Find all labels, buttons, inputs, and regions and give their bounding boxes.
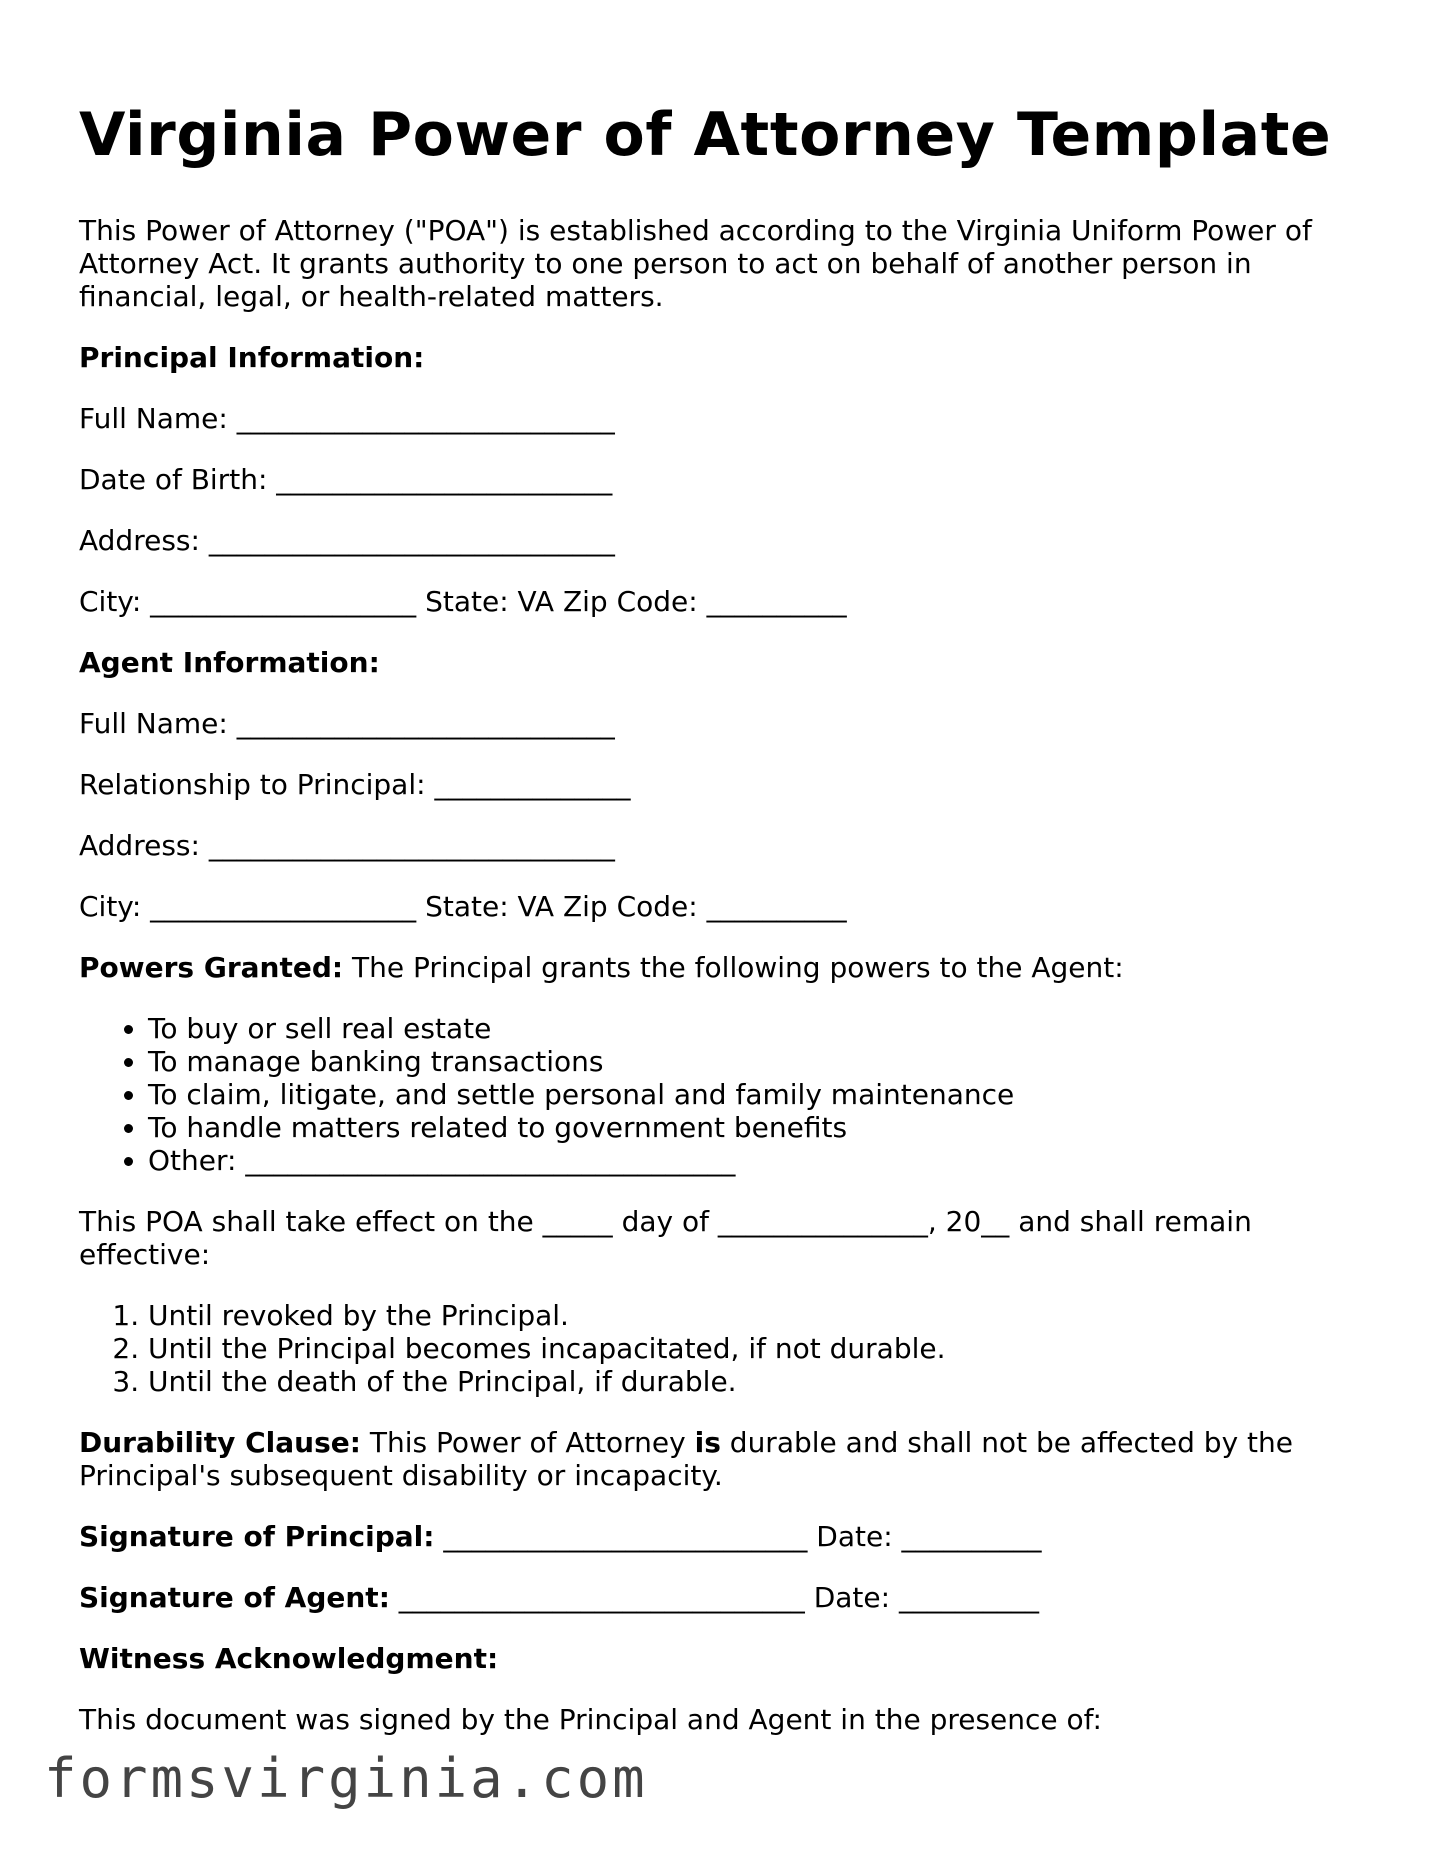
list-item: • To claim, litigate, and settle personal and family maintenance [148, 1078, 1369, 1111]
agent-signature-line [79, 1581, 1369, 1614]
powers-text: The Principal grants the following powers to the Agent: [343, 951, 1124, 984]
list-item: 1. Until revoked by the Principal. [148, 1299, 1369, 1332]
principal-city-field: City: ___________________ State: VA Zip Code: __________ [79, 585, 847, 618]
agent-city-field: City: ___________________ State: VA Zip Code: __________ [79, 890, 847, 923]
principal-dob-field: Date of Birth: ________________________ [79, 463, 613, 496]
agent-full-name-field: Full Name: ___________________________ [79, 707, 615, 740]
list-item: • To handle matters related to government benefits [148, 1111, 1369, 1144]
durability-text-1: This Power of Attorney [360, 1426, 695, 1459]
agent-signature-blank: _____________________________ Date: __________ [389, 1581, 1039, 1614]
principal-signature-blank: __________________________ Date: __________ [434, 1520, 1042, 1553]
list-item: • To buy or sell real estate [148, 1012, 1369, 1045]
durability-emphasis: is [694, 1426, 721, 1459]
powers-paragraph [79, 951, 1369, 984]
list-item: • To manage banking transactions [148, 1045, 1369, 1078]
effect-paragraph: This POA shall take effect on the _____ day of _______________, 20__ and shall remain effective: [79, 1205, 1252, 1271]
document-title: Virginia Power of Attorney Template [79, 100, 1332, 170]
site-watermark: formsvirginia.com [44, 1747, 648, 1810]
principal-heading: Principal Information: [79, 341, 425, 374]
agent-relationship-field: Relationship to Principal: ______________ [79, 768, 631, 801]
principal-signature-line [79, 1520, 1369, 1553]
witness-heading: Witness Acknowledgment: [79, 1642, 499, 1675]
powers-heading: Powers Granted: [79, 951, 344, 984]
principal-signature-label: Signature of Principal: [79, 1520, 435, 1553]
effect-list [79, 1299, 1369, 1398]
agent-heading: Agent Information: [79, 646, 380, 679]
intro-paragraph: This Power of Attorney ("POA") is established according to the Virginia Uniform Power of Attorney Act. It grants authority to one person to act on behalf of another person in financial, legal, or health-related matters. [79, 214, 1312, 313]
durability-text-2: durable and shall not be affected by the Principal's subsequent disability or incapacity. [79, 1426, 1293, 1492]
durability-paragraph [79, 1426, 1369, 1492]
document-page [79, 100, 1369, 1764]
agent-address-field: Address: _____________________________ [79, 829, 615, 862]
powers-list [79, 1012, 1369, 1177]
durability-heading: Durability Clause: [79, 1426, 361, 1459]
principal-address-field: Address: _____________________________ [79, 524, 615, 557]
list-item: • Other: ___________________________________ [148, 1144, 1369, 1177]
witness-paragraph: This document was signed by the Principal and Agent in the presence of: [79, 1703, 1102, 1736]
list-item: 3. Until the death of the Principal, if durable. [148, 1365, 1369, 1398]
list-item: 2. Until the Principal becomes incapacitated, if not durable. [148, 1332, 1369, 1365]
principal-full-name-field: Full Name: ___________________________ [79, 402, 615, 435]
agent-signature-label: Signature of Agent: [79, 1581, 390, 1614]
